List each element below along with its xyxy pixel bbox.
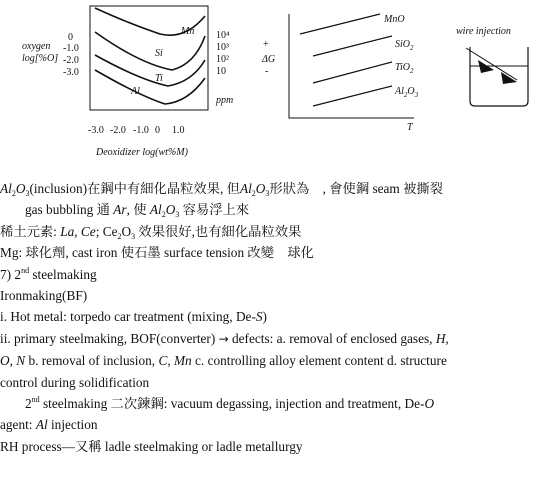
text-run: 效果很好,也有細化晶粒效果 <box>135 223 302 239</box>
text-run: O <box>424 396 435 412</box>
sio2-label: SiO$_2$ <box>395 39 414 52</box>
superscript: nd <box>31 395 40 405</box>
text-run: (inclusion)在鋼中有細化晶粒效果, 但 <box>29 181 240 196</box>
text-run: Al <box>0 181 12 196</box>
text-run: Al <box>35 417 48 433</box>
text-run: i. Hot metal: torpedo car treatment (mixing, De- <box>0 309 256 325</box>
oxygen-axis-label: oxygen <box>22 41 51 52</box>
text-run: steelmaking 二次鍊鋼: vacuum degassing, injection and treatment, De- <box>39 396 425 412</box>
gibbs-energy-plot <box>261 14 419 133</box>
subscript: 3 <box>265 189 270 198</box>
line-gas-bubbling <box>0 199 552 220</box>
text-run: ii. primary steelmaking, BOF(converter) <box>0 330 219 346</box>
y-tick-3: -3.0 <box>63 67 79 78</box>
subscript: 2 <box>251 189 256 198</box>
deoxidation-equilibrium-plot <box>22 6 233 158</box>
subscript: 3 <box>25 189 30 198</box>
text-run: agent: <box>0 417 36 433</box>
line-secondary-steelmaking <box>0 393 552 414</box>
right-arrow-icon: → <box>218 331 229 346</box>
line-primary-steelmaking <box>0 328 552 350</box>
subscript: 2 <box>161 210 166 220</box>
line-mg-nodulizer: Mg: 球化劑, cast iron 使石墨 surface tension 改變 球化 <box>0 245 314 261</box>
text-run: O <box>255 181 266 196</box>
text-run: 稀土元素: <box>0 223 61 239</box>
line-rare-earth <box>0 221 552 242</box>
text-run: , 使 <box>126 202 150 218</box>
text-run: H, <box>435 330 449 346</box>
tio2-label: TiO$_2$ <box>395 62 414 75</box>
text-run: gas bubbling 通 <box>25 202 114 218</box>
line-section-heading <box>0 264 552 285</box>
mno-label: MnO <box>384 14 405 25</box>
deoxidation-figure <box>0 0 552 175</box>
text-run: Al <box>149 202 162 218</box>
line-hot-metal <box>0 306 552 327</box>
si-curve-label: Si <box>155 48 163 59</box>
text-run: Al <box>239 181 252 196</box>
x-tick-1: -2.0 <box>110 125 126 136</box>
text-run: c. controlling alloy element content d. structure <box>191 353 447 369</box>
x-tick-3: 0 <box>155 125 160 136</box>
tio2-line <box>313 62 392 83</box>
text-run: O, N <box>0 353 26 369</box>
ppm-tick-3: 10 <box>216 66 226 77</box>
subscript: 3 <box>131 231 136 241</box>
text-run: defects: a. removal of enclosed gases, <box>228 330 436 346</box>
al2o3-label: $Al_2O_3$ <box>395 86 419 99</box>
text-run: S <box>255 309 263 325</box>
line-ironmaking: Ironmaking(BF) <box>0 288 88 304</box>
ppm-tick-1: 10³ <box>216 42 229 53</box>
injection-wire <box>466 48 517 80</box>
text-run: 2 <box>25 396 32 412</box>
t-axis-label: T <box>407 122 413 133</box>
line-defects-continued <box>0 350 552 371</box>
line-agent <box>0 414 552 435</box>
line-solidification: control during solidification <box>0 374 150 390</box>
text-run: ; Ce <box>95 223 118 239</box>
text-run: steelmaking <box>29 266 97 282</box>
superscript: nd <box>21 265 30 275</box>
ppm-tick-0: 10⁴ <box>216 30 230 41</box>
wire-injection-sketch <box>456 26 528 106</box>
mn-curve-label: Mn <box>181 26 195 37</box>
text-run: C, Mn <box>158 353 192 369</box>
delta-g-label: ΔG <box>262 54 276 65</box>
text-run: b. removal of inclusion, <box>25 353 159 369</box>
text-run: Ar <box>113 202 127 218</box>
ti-curve <box>95 55 205 86</box>
text-run: O <box>165 202 176 218</box>
subscript: 2 <box>11 189 16 198</box>
log-oxygen-axis-label: log[%O] <box>22 53 59 64</box>
mno-line <box>300 14 380 34</box>
y-tick-2: -2.0 <box>63 55 79 66</box>
x-tick-2: -1.0 <box>133 125 149 136</box>
ti-curve-label: Ti <box>155 73 163 84</box>
plus-sign: + <box>263 39 269 50</box>
al-curve <box>95 70 205 104</box>
x-tick-4: 1.0 <box>172 125 185 136</box>
text-run: 容易浮上來 <box>179 202 250 218</box>
minus-sign: - <box>265 66 269 77</box>
text-run: La, Ce <box>60 223 96 239</box>
text-run: ) <box>262 309 267 325</box>
text-run: O <box>15 181 26 196</box>
notes-text <box>0 178 552 457</box>
ppm-tick-2: 10² <box>216 54 229 65</box>
y-tick-1: -1.0 <box>63 43 79 54</box>
x-tick-0: -3.0 <box>88 125 104 136</box>
line-rh-process: RH process—又稱 ladle steelmaking or ladle metallurgy <box>0 438 303 454</box>
line-al2o3-inclusion <box>0 178 552 199</box>
sio2-line <box>313 36 392 56</box>
text-run: 形狀為 , 會使鋼 seam 被撕裂 <box>269 181 443 196</box>
text-run: 7) 2 <box>0 266 22 282</box>
ppm-unit: ppm <box>216 95 234 106</box>
x-axis-label: Deoxidizer log(wt%M) <box>96 147 188 158</box>
wire-injection-label: wire injection <box>456 26 511 37</box>
y-tick-0: 0 <box>68 32 73 43</box>
subscript: 3 <box>175 210 180 220</box>
subscript: 2 <box>117 231 122 241</box>
al-curve-label: Al <box>131 86 140 97</box>
al2o3-line <box>313 86 392 106</box>
text-run: O <box>121 223 132 239</box>
text-run: injection <box>47 417 98 433</box>
